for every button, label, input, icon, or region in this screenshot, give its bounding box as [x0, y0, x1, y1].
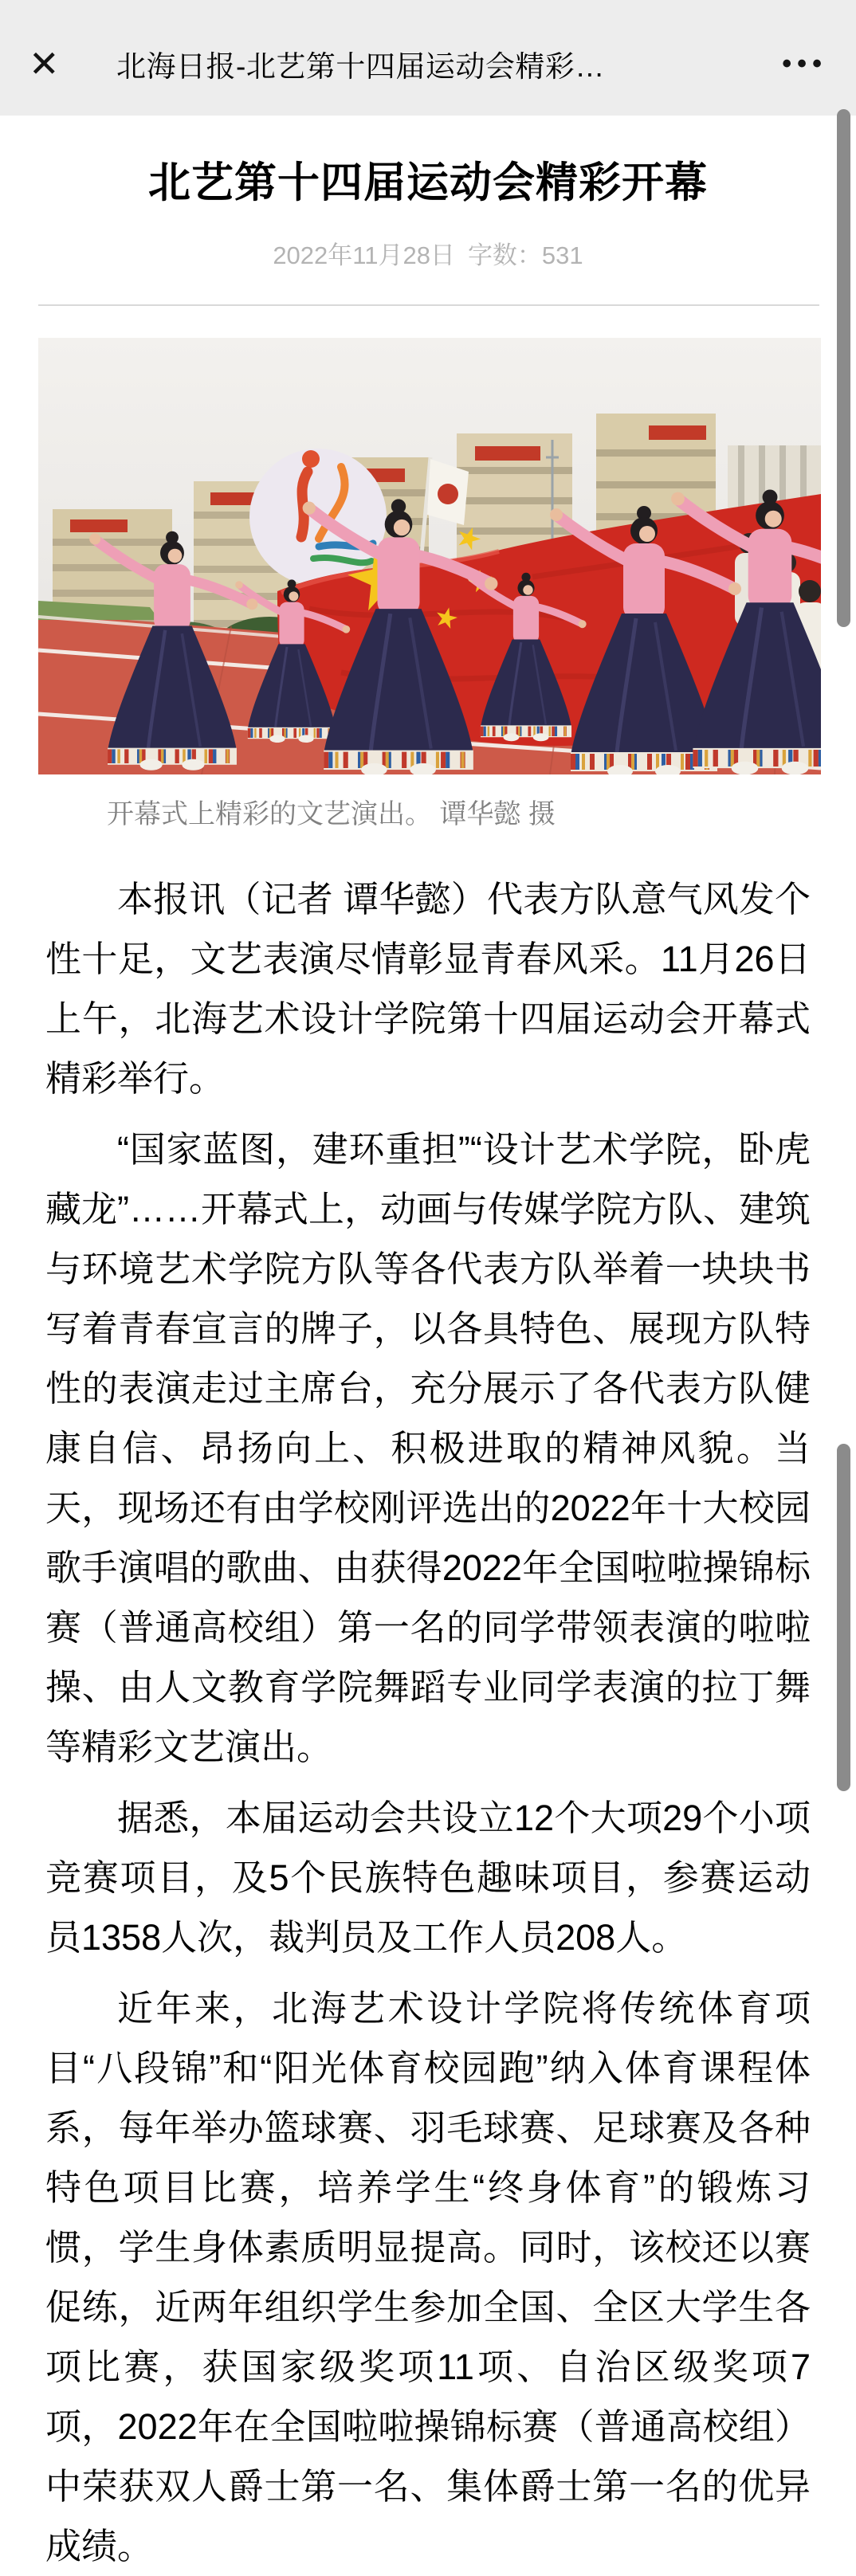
paragraph: 据悉，本届运动会共设立12个大项29个小项竞赛项目，及5个民族特色趣味项目，参赛运动员1358人次，裁判员及工作人员208人。	[45, 1798, 811, 1958]
article-meta	[0, 235, 856, 271]
paragraph: 近年来，北海艺术设计学院将传统体育项目“八段锦”和“阳光体育校园跑”纳入体育课程体系，每年举办篮球赛、羽毛球赛、足球赛及各种特色项目比赛，培养学生“终身体育”的锻炼习惯，学生身体素质明显提高。同时，该校还以赛促练，近两年组织学生参加全国、全区大学生各项比赛，获国家级奖项11项、自治区级奖项7项，2022年在全国啦啦操锦标赛（普通高校组）中荣获双人爵士第一名、集体爵士第一名的优异成绩。	[45, 1988, 811, 2567]
article-body	[0, 869, 856, 2576]
paragraph: “国家蓝图，建环重担”“设计艺术学院，卧虎藏龙”……开幕式上，动画与传媒学院方队、建筑与环境艺术学院方队等各代表方队举着一块块书写着青春宣言的牌子，以各具特色、展现方队特性的表演走过主席台，充分展示了各代表方队健康自信、昂扬向上、积极进取的精神风貌。当天，现场还有由学校刚评选出的2022年十大校园歌手演唱的歌曲、由获得2022年全国啦啦操锦标赛（普通高校组）第一名的同学带领表演的啦啦操、由人文教育学院舞蹈专业同学表演的拉丁舞等精彩文艺演出。	[45, 1129, 811, 1768]
more-menu-icon[interactable]: •••	[782, 48, 827, 79]
close-icon[interactable]: ✕	[29, 42, 60, 84]
article-photo	[38, 338, 821, 774]
titlebar	[0, 0, 856, 116]
article-title: 北艺第十四届运动会精彩开幕	[148, 159, 708, 206]
scrollbar-thumb[interactable]	[837, 1444, 850, 1791]
photo-caption: 开幕式上精彩的文艺演出。 谭华懿 摄	[107, 799, 556, 830]
divider	[38, 304, 819, 306]
article-word-count: 字数：531	[467, 241, 583, 270]
paragraph: 本报讯（记者 谭华懿）代表方队意气风发个性十足，文艺表演尽情彰显青春风采。11月26日上午，北海艺术设计学院第十四届运动会开幕式精彩举行。	[45, 879, 811, 1100]
article-view	[0, 157, 856, 2576]
photo-illustration	[38, 338, 821, 774]
article-date: 2022年11月28日	[273, 241, 455, 270]
scrollbar-thumb[interactable]	[837, 109, 850, 627]
window-title: 北海日报-北艺第十四届运动会精彩…	[116, 49, 605, 83]
